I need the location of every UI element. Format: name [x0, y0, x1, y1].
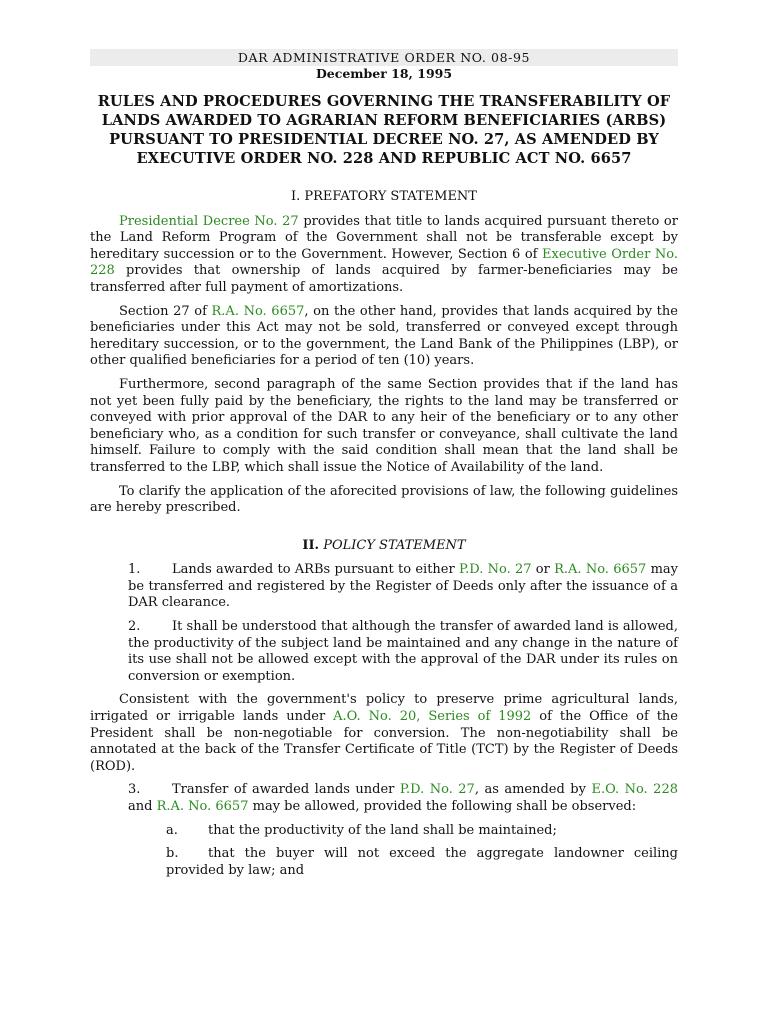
prefatory-paragraph-1: Presidential Decree No. 27 provides that title to lands acquired pursuant thereto or the Land Reform Program of the Government shall not be transferable except by hereditary succession or to the Government. However, Section 6 of Executive Order No. 228 provides that ownership of lands acquired by farmer-beneficiaries may be transferred after full payment of amortizations. [90, 213, 678, 295]
policy-paragraph: Consistent with the government's policy to preserve prime agricultural lands, irrigated or irrigable lands under A.O. No. 20, Series of 1992 of the Office of the President shall be non-negotiable for conversion. The non-negotiability shall be annotated at the back of the Transfer Certificate of Title (TCT) by the Register of Deeds (ROD). [90, 692, 679, 774]
order-number-header: DAR ADMINISTRATIVE ORDER NO. 08-95 [90, 49, 678, 66]
prefatory-paragraph-3: Furthermore, second paragraph of the same Section provides that if the land has not yet been fully paid by the beneficiary, the rights to the land may be transferred or conveyed with prior approval of the DAR to any heir of the beneficiary or to any other beneficiary who, as a condition for such transfer or conveyance, shall cultivate the land himself. Failure to comply with the said condition shall mean that the land shall be transferred to the LBP, which shall issue the Notice of Availability of the land. [90, 376, 678, 475]
policy-subitem-a: a. that the productivity of the land shall be maintained; [166, 822, 557, 838]
link-pd-27[interactable]: P.D. No. 27 [399, 782, 475, 798]
link-ao-20[interactable]: A.O. No. 20, Series of 1992 [333, 709, 532, 725]
policy-subitem-b: b. that the buyer will not exceed the aggregate landowner ceiling provided by law; and [166, 846, 678, 878]
link-eo-228[interactable]: Executive Order No. 228 [90, 246, 678, 279]
link-pd-27[interactable]: Presidential Decree No. 27 [119, 213, 299, 229]
link-ra-6657[interactable]: R.A. No. 6657 [156, 799, 249, 814]
section-heading-policy: II. POLICY STATEMENT [302, 537, 466, 553]
prefatory-paragraph-2: Section 27 of R.A. No. 6657, on the other hand, provides that lands acquired by the beneficiaries under this Act may not be sold, transferred or conveyed except through hereditary succession, or to the government, the Land Bank of the Philippines (LBP), or other qualified beneficiaries for a period of ten (10) years. [90, 303, 678, 369]
document-title: RULES AND PROCEDURES GOVERNING THE TRANSFERABILITY OF LANDS AWARDED TO AGRARIAN REFORM BENEFICIARIES (ARBS) PURSUANT TO PRESIDENTIAL DECREE NO. 27, AS AMENDED BY EXECUTIVE ORDER NO. 228 AND REPUBLIC ACT NO. 6657 [97, 93, 671, 167]
link-ra-6657[interactable]: R.A. No. 6657 [554, 562, 647, 578]
order-date: December 18, 1995 [315, 66, 453, 81]
document-page [90, 49, 678, 886]
prefatory-paragraph-4: To clarify the application of the aforecited provisions of law, the following guidelines are hereby prescribed. [90, 483, 678, 516]
policy-item-1: 1. Lands awarded to ARBs pursuant to either P.D. No. 27 or R.A. No. 6657 may be transferred and registered by the Register of Deeds only after the issuance of a DAR clearance. [128, 562, 679, 611]
policy-item-2: 2. It shall be understood that although the transfer of awarded land is allowed, the productivity of the subject land be maintained and any change in the nature of its use shall not be allowed except with the approval of the DAR under its rules on conversion or exemption. [128, 619, 678, 684]
section-heading-prefatory: I. PREFATORY STATEMENT [291, 189, 477, 204]
link-ra-6657[interactable]: R.A. No. 6657 [211, 303, 305, 319]
policy-item-3: 3. Transfer of awarded lands under P.D. No. 27, as amended by E.O. No. 228 and R.A. No. 6657 may be allowed, provided the following shall be observed: [128, 782, 678, 814]
link-pd-27[interactable]: P.D. No. 27 [459, 562, 532, 578]
link-eo-228[interactable]: E.O. No. 228 [591, 782, 678, 798]
